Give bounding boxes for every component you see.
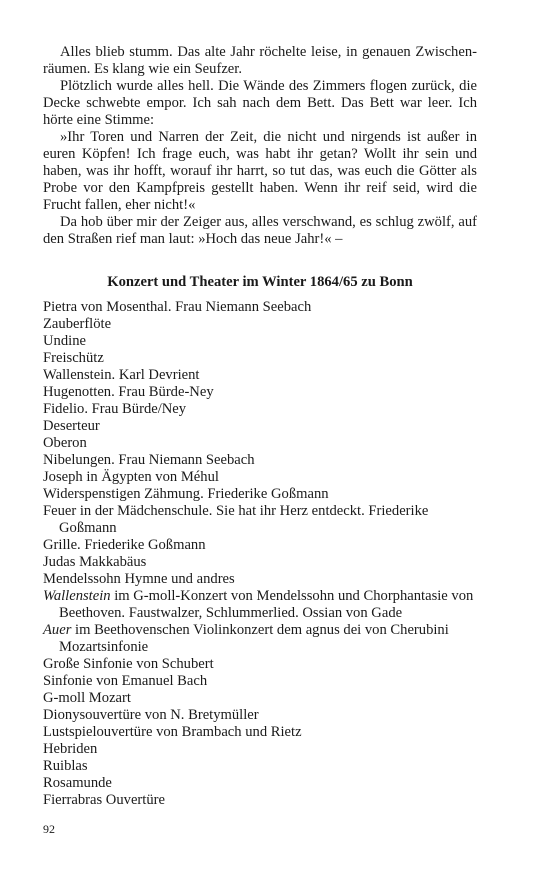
list-item [43,333,477,350]
list-item-text: Dionysouvertüre von N. Bretymüller [43,707,259,723]
list-item [43,724,477,741]
list-item-text: Deserteur [43,418,100,434]
list-item [43,435,477,452]
list-item-text: Hebriden [43,741,98,757]
list-item-text: im G-moll-Konzert von Mendelssohn und Chorphantasie von Beethoven. Faustwalzer, Schlummerlied. Ossian von Gade [59,588,474,621]
list-item [43,775,477,792]
list-item [43,673,477,690]
list-item-text: Fierrabras Ouvertüre [43,792,165,808]
list-item [43,758,477,775]
list-item-italic: Wallenstein [43,588,111,604]
list-item-text: Sinfonie von Emanuel Bach [43,673,208,689]
list-item-text: Undine [43,333,86,349]
list-item [43,503,477,537]
paragraph: Da hob über mir der Zeiger aus, alles verschwand, es schlug zwölf, auf den Straßen rief man laut: »Hoch das neue Jahr!« – [43,214,477,247]
list-item-text: im Beethovenschen Violinkonzert dem agnus dei von Cherubini Mozartsinfonie [59,622,449,655]
list-item [43,571,477,588]
list-item-text: Freischütz [43,350,104,366]
list-item-text: Widerspenstigen Zähmung. Friederike Goßmann [43,486,329,502]
list-item-text: G-moll Mozart [43,690,131,706]
list-item [43,418,477,435]
list-item [43,554,477,571]
paragraph: »Ihr Toren und Narren der Zeit, die nicht und nirgends ist außer in euren Köpfen! Ich frage euch, was habt ihr getan? Wollt ihr sein und haben, was ihr hofft, worauf ihr harrt, so tut das, was euch die Götter als Probe vor den Kampfpreis gestellt haben. Wenn ihr reif seid, wird die Frucht fallen, eher nicht!« [43,129,477,213]
list-item [43,741,477,758]
list-item-text: Hugenotten. Frau Bürde-Ney [43,384,214,400]
page-number: 92 [43,822,55,836]
paragraph: Alles blieb stumm. Das alte Jahr röchelte leise, in genauen Zwischenräumen. Es klang wie ein Seufzer. [43,44,477,77]
program-list [43,299,477,809]
list-item [43,452,477,469]
list-item [43,656,477,673]
list-item-text: Rosamunde [43,775,112,791]
list-item-text: Pietra von Mosenthal. Frau Niemann Seebach [43,299,312,315]
list-item-text: Zauberflöte [43,316,112,332]
list-item [43,350,477,367]
list-item [43,401,477,418]
list-item-italic: Auer [43,622,72,638]
list-item-text: Ruiblas [43,758,88,774]
list-item [43,384,477,401]
list-item-text: Fidelio. Frau Bürde/Ney [43,401,187,417]
paragraph: Plötzlich wurde alles hell. Die Wände des Zimmers flogen zurück, die Decke schwebte empor. Ich sah nach dem Bett. Das Bett war leer. Ich hörte eine Stimme: [43,78,477,128]
list-item [43,622,477,656]
list-item [43,299,477,316]
list-item [43,690,477,707]
page-body [43,44,477,809]
list-item [43,707,477,724]
list-item-text: Wallenstein. Karl Devrient [43,367,200,383]
list-item [43,792,477,809]
list-item [43,588,477,622]
list-item-text: Große Sinfonie von Schubert [43,656,214,672]
list-item [43,367,477,384]
list-item [43,486,477,503]
list-item-text: Mendelssohn Hymne und andres [43,571,235,587]
list-item [43,537,477,554]
list-item-text: Lustspielouvertüre von Brambach und Rietz [43,724,302,740]
list-item-text: Joseph in Ägypten von Méhul [43,469,219,485]
list-item-text: Feuer in der Mädchenschule. Sie hat ihr Herz entdeckt. Friederike Goßmann [43,503,429,536]
list-item-text: Oberon [43,435,87,451]
section-heading: Konzert und Theater im Winter 1864/65 zu Bonn [107,274,413,290]
list-item-text: Grille. Friederike Goßmann [43,537,206,553]
list-item-text: Nibelungen. Frau Niemann Seebach [43,452,255,468]
list-item [43,316,477,333]
list-item [43,469,477,486]
list-item-text: Judas Makkabäus [43,554,147,570]
